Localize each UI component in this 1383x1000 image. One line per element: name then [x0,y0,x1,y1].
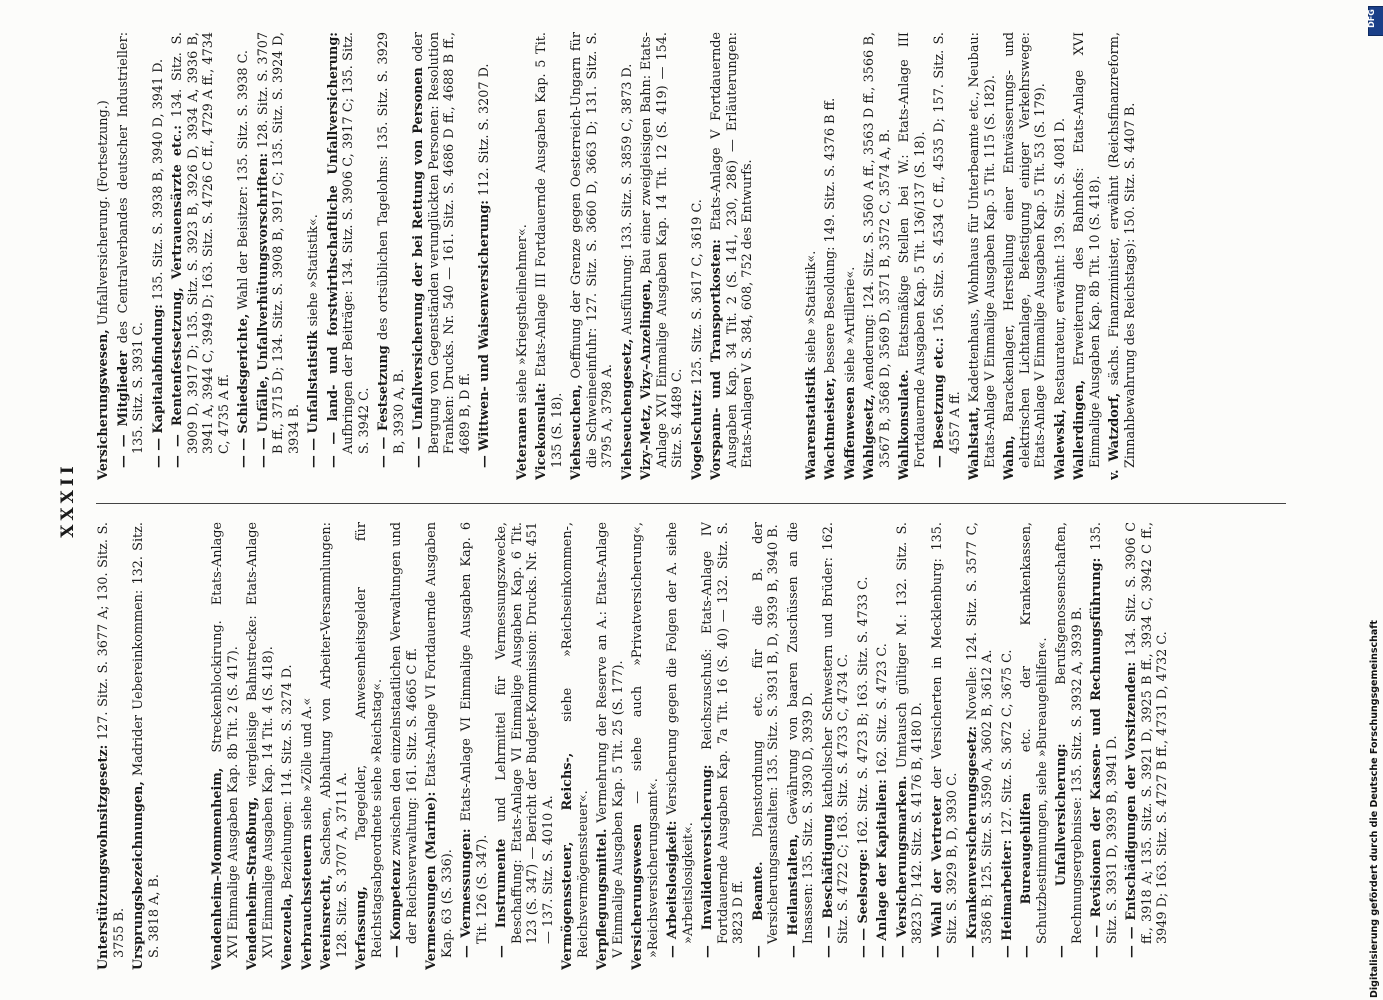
index-entry [280,522,296,970]
entry-references: 125. Sitz. S. 3617 C, 3619 C. [689,199,705,390]
entry-term: Ursprungsbezeichnungen, [131,781,146,970]
index-entry [843,32,859,480]
entry-references: Dienstordnung etc. für die B. der Versicherungsanstalten: 135. Sitz. S. 3931 B, D, 3939 B, 3940 B. [750,522,781,944]
entry-term: — Beamte. [750,861,766,958]
entry-term: Venezuela, [280,893,295,970]
entry-term: v. Watzdorf, [1107,392,1122,480]
entry-references: 135. Sitz. S. 3931 D, 3939 B, 3941 D. [1089,522,1120,944]
entry-term: — Bureaugehilfen [1019,792,1034,958]
entry-references: Madrider Uebereinkommen: 132. Sitz. S. 3818 A, B. [131,522,162,958]
entry-term: — — Unfallstatistik [306,330,321,468]
entry-term: — Wittwen- und Waisenversicherung: [477,199,492,468]
index-entry [569,32,616,480]
index-entry [96,32,112,480]
entry-term: — Kompetenz [389,859,404,958]
entry-term: — — Beschäftigung [820,814,836,958]
index-entry [620,32,636,480]
entry-term: Wahlkonsulate. [897,369,912,480]
index-entry [170,32,232,480]
entry-term: Vereinsrecht, [319,874,334,970]
entry-references: 112. Sitz. S. 3207 D. [477,63,492,200]
entry-term: Verfassung, [354,886,369,970]
entry-references: Aufbringen der Beiträge: 134. Sitz. S. 3906 C, 3917 C; 135. Sitz. S. 3942 C. [341,32,372,454]
entry-term: Vicekonsulat: [534,382,549,480]
entry-references: viergleisige Bahnstrecke: Etats-Anlage XVI Einmalige Ausgaben Kap. 14 Tit. 4 (S. 418). [245,522,276,958]
entry-references: Gewährung von baaren Zuschüssen an die Insassen: 135. Sitz. S. 3930 D, 3939 D. [785,522,816,944]
entry-references: — siehe auch »Privatversicherung«, »Reichsversicherungsamt«. [630,522,661,958]
entry-term: — Invalidenversicherung: [700,764,715,958]
index-entry [895,522,926,970]
entry-term: Versicherungswesen, [96,329,111,480]
index-entry [690,32,706,480]
entry-term: — Versicherungsmarken. [894,775,910,958]
entry-references: 162. Sitz. S. 4723 B; 163. Sitz. S. 4733 C. [855,576,871,849]
index-entry [131,522,162,970]
digitization-credit: Digitalisierung gefördert durch die Deutsche Forschungsgemeinschaft [1369,620,1380,998]
dfg-logo-text: DFG [1366,9,1376,28]
index-entry [1002,32,1049,480]
entry-term: — Vermessungen: [459,828,474,958]
index-entry [326,32,373,480]
entry-references: Umtausch gültiger M.: 132. Sitz. S. 3823 D; 142. Sitz. S. 4176 B, 4180 D. [894,522,925,944]
index-entry [967,32,998,480]
index-entry [821,522,852,970]
entry-references: Beziehungen: 114. Sitz. S. 3274 D. [280,664,295,894]
index-entry [1053,32,1069,480]
index-entry [665,522,696,970]
entry-term: — — Entschädigungen der Vorsitzenden: [1124,661,1139,958]
index-entry [1107,32,1138,480]
entry-references: siehe »Reichseinkommen-, Reichsvermögenssteuer«. [560,522,591,958]
entry-term: — Instrumente [494,838,509,958]
entry-references: 156. Sitz. S. 4534 C ff., 4535 D; 157. Sitz. S. 4557 A ff. [932,32,963,454]
index-entry [639,32,686,480]
index-column-right [96,32,1286,480]
index-entry [494,522,556,970]
index-entry [376,32,407,480]
entry-references: Etats-Anlage V Fortdauernde Ausgaben Kap. 34 Tit. 2 (S. 141, 230, 286) — Erläuterungen: Etats-Anlagen V S. 384, 608, 752 des Entwurfs. [709,32,755,468]
entry-term: Vogelschutz: [689,389,705,480]
entry-term: Waarenstatistik [803,366,819,480]
entry-term: Vorspann- und Transportkosten: [709,239,724,480]
entry-references: Wahl der Beisitzer: 135. Sitz. S. 3938 C. [236,50,251,314]
index-entry [96,522,127,970]
index-entry [411,32,473,480]
entry-term: — — Seelsorge: [855,848,871,958]
entry-references: Aenderung: 124. Sitz. S. 3560 A ff., 3563 D ff., 3566 B, 3567 B, 3568 D, 3569 D, 3571 B, 3572 C, 3574 A, B. [862,32,893,468]
index-entry [300,522,316,970]
entry-term: — Wahl der Vertreter [929,796,945,958]
entry-references: Etats-Anlage III Fortdauernde Ausgaben Kap. 5 Tit. 135 (S. 18). [534,32,565,468]
index-entry [1124,522,1171,970]
entry-term: — — Revisionen der Kassen- und Rechnungsführung: [1089,557,1104,958]
entry-term: — — Unfallversicherung der bei Rettung von Personen [411,67,426,468]
index-entry [965,522,996,970]
entry-term: Verbrauchssteuern [299,834,315,970]
entry-references: Vermehrung der Reserve an A.: Etats-Anlage V Einmalige Ausgaben Kap. 5 Tit. 25 (S. 177). [595,522,626,958]
entry-term: — Heimarbeiter: [999,839,1015,958]
entry-references: siehe »Statistik«. [306,214,321,331]
entry-term: — — Schiedsgerichte, [236,313,251,468]
entry-term: Unterstützungswohnsitzgesetz: [96,744,111,970]
entry-term: Vendenheim–Mommenheim, [210,767,225,970]
entry-references: bessere Besoldung: 149. Sitz. S. 4376 B ff. [823,97,838,378]
entry-references: katholischer Schwestern und Brüder: 162. Sitz. S. 4722 C; 163. Sitz. S. 4733 C, 4734 C. [820,522,851,944]
index-entry [700,522,747,970]
entry-references: Oeffnung der Grenze gegen Oesterreich-Ungarn für die Schweineeinfuhr: 127. Sitz. S. 3660 D, 3663 D; 131. Sitz. S. 3795 A, 3798 A. [569,32,615,468]
index-entry [424,522,455,970]
entry-term: — Heilanstalten, [785,833,801,958]
entry-term: Veteranen [514,407,530,480]
dfg-logo [1368,6,1383,36]
index-entry [306,32,322,480]
entry-term: Vermessungen (Marine): [424,791,439,970]
entry-term: Vermögenssteuer, Reichs-, [560,752,575,970]
index-entry [804,32,820,480]
index-entry [477,32,493,480]
entry-references: Etats-Anlage VI Fortdauernde Ausgaben Kap. 63 (S. 336). [424,522,455,958]
entry-term: — — Mitglieder [115,350,131,468]
index-entry [1089,522,1120,970]
entry-term: — — Unfälle, Unfallverhütungsvorschriften: [255,152,271,468]
entry-term: Viehseuchengesetz, [619,338,635,480]
entry-references: Unfallversicherung. (Fortsetzung.) [96,100,111,330]
entry-references: Kadettenhaus, Wohnhaus für Unterbeamte etc., Neubau: Etats-Anlage V Einmalige Ausgaben Kap. 5 Tit. 115 (S. 182). [967,32,998,468]
entry-references: 127. Sitz. S. 3677 A; 130. Sitz. S. 3755 B. [96,522,127,958]
index-entry [560,522,591,970]
entry-references: 162. Sitz. S. 4723 C. [875,643,890,780]
entry-references: der Versicherten in Mecklenburg: 135. Sitz. S. 3929 B, D, 3930 C. [929,522,960,944]
entry-references: Streckenblockirung. Etats-Anlage XVI Einmalige Ausgaben Kap. 8b Tit. 2 (S. 417). [210,522,241,958]
index-entry [630,522,661,970]
index-entry [534,32,565,480]
entry-term: Verpflegungsmittel. [595,828,610,970]
entry-references: Bau einer zweigleisigen Bahn: Etats-Anlage XVI Einmalige Ausgaben Kap. 14 Tit. 12 (S. 419) — 154. Sitz. S. 4489 C. [639,32,685,468]
index-entry [1019,522,1050,970]
entry-references: 135. Sitz. S. 3938 B, 3940 D, 3941 D. [150,58,166,305]
index-entry [1072,32,1103,480]
entry-term: — — Festsetzung [376,345,391,468]
entry-references: und Lehrmittel für Vermessungszwecke, Beschaffung: Etats-Anlage VI Einmalige Ausgaben Kap. 6 Tit. 123 (S. 347) — Bericht der Budget-Kommission: Drucks. Nr. 451 — 137. Sitz. S. 4010 A. [494,522,556,944]
index-entry [515,32,531,480]
entry-references: Erweiterung des Bahnhofs: Etats-Anlage XVI Einmalige Ausgaben Kap. 8b Tit. 10 (S. 418). [1072,32,1103,468]
entry-references: Ausführung: 133. Sitz. S. 3859 C, 3873 D. [619,63,635,339]
index-entry [932,32,963,480]
entry-references: Etatsmäßige Stellen bei W.: Etats-Anlage III Fortdauernde Ausgaben Kap. 5 Tit. 136/137 (S. 18). [897,32,928,468]
entry-references: Reichszuschuß: Etats-Anlage IV Fortdauernde Ausgaben Kap. 7a Tit. 16 (S. 40) — 132. Sitz. S. 3823 D ff. [700,522,746,944]
entry-references: 127. Sitz. S. 3672 C, 3675 C. [999,649,1015,840]
entry-term: — Krankenversicherungsgesetz: [964,725,980,958]
entry-references: siehe »Statistik«. [803,250,819,367]
index-entry [151,32,167,480]
entry-references: Novelle: 124. Sitz. S. 3577 C, 3586 B; 125. Sitz. S. 3590 A, 3602 B, 3612 A. [964,522,995,944]
entry-term: Versicherungswesen [630,823,645,970]
entry-term: Vendenheim–Straßburg, [245,796,260,970]
entry-references: oder Bergung von Gegenständen verunglückten Personen: Resolution Franken: Drucks. Nr. 540 — 161. Sitz. S. 4686 D ff., 4688 B ff., 4689 B, D ff. [411,32,473,454]
entry-term: Wahlgesetz, [862,394,877,480]
index-entry [897,32,928,480]
entry-references: Tagegelder, Anwesenheitsgelder für Reichstagsabgeordnete siehe »Reichstag«. [354,522,385,958]
entry-term: — Unfallversicherung: [1054,743,1069,958]
entry-term: Viehseuchen, [569,384,584,480]
entry-term: Waffenwesen [842,386,858,480]
entry-references: siehe »Zölle und A.« [299,697,315,835]
entry-term: — — land- und forstwirthschaftliche Unfallversicherung: [325,32,341,468]
entry-references: des Centralverbandes deutscher Industrieller: 135. Sitz. S. 3931 C. [115,32,146,454]
index-entry [389,522,420,970]
entry-term: Wahn, [1002,435,1017,480]
index-entry [236,32,252,480]
entry-references: Restaurateur, erwähnt: 139. Sitz. S. 4081 D. [1052,117,1068,410]
index-entry [786,522,817,970]
index-entry [245,522,276,970]
index-entry [459,522,490,970]
entry-references: siehe »Kriegstheilnehmer«. [514,224,530,408]
index-entry [751,522,782,970]
index-entry [1000,522,1016,970]
entry-term: Wahlstatt, [967,406,982,480]
index-entry [862,32,893,480]
index-entry [875,522,891,970]
entry-references: etc. der Krankenkassen, Schutzbestimmungen, siehe »Bureaugehilfen«. [1019,522,1050,944]
entry-references: Berufsgenossenschaften, Rechnungsergebnisse: 135. Sitz. S. 3932 A, 3939 B. [1054,522,1085,944]
entry-term: — Besetzung etc.: [932,337,947,468]
entry-term: Vizy–Metz, Vizy–Anzelingen, [639,278,654,480]
entry-references: 134. Sitz. S. 3906 C ff., 3918 A; 135. Sitz. S. 3921 D, 3925 B ff., 3934 C, 3942 C ff., 3949 D; 163. Sitz. S. 4727 B ff., 4731 D, 4732 C. [1124,522,1170,944]
entry-references: siehe »Artillerie«. [842,266,858,387]
index-column-left [96,522,1286,970]
entry-references: zwischen den einzelnstaatlichen Verwaltungen und der Reichsverwaltung: 161. Sitz. S. 4665 C ff. [389,522,420,944]
entry-references: Sachsen, Abhaltung von Arbeiter-Versammlungen: 128. Sitz. S. 3707 A, 3711 A. [319,522,350,958]
entry-term: Wallerdingen, [1072,379,1087,480]
index-entry [354,522,385,970]
index-entry [709,32,756,480]
index-entry [856,522,872,970]
index-entry [256,32,303,480]
index-entry [595,522,626,970]
entry-term: — Arbeitslosigkeit: [665,820,680,958]
index-entry [116,32,147,480]
index-entry [823,32,839,480]
column-divider [96,503,1286,504]
index-entry [1054,522,1085,970]
entry-term: — Anlage der Kapitalien: [875,779,890,958]
index-entry [930,522,961,970]
entry-references: des ortsüblichen Tagelohns: 135. Sitz. S. 3929 B, 3930 A, B. [376,32,407,454]
entry-references: sächs. Finanzminister, erwähnt (Reichsfinanzreform, Zinnahbewahrung des Reichstags): 150. Sitz. S. 4407 B. [1107,32,1138,468]
entry-term: Wachtmeister, [823,377,838,480]
entry-references: Versicherung gegen die Folgen der A. siehe »Arbeitslosigkeit«. [665,522,696,944]
entry-references: Barackenlager, Herstellung einer Entwässerungs- und elektrischen Lichtanlage, Befestigung einiger Verkehrswege: Etats-Anlage V Einmalige Ausgaben Kap. 5 Tit. 53 (S. 179). [1002,32,1048,468]
index-entry [210,522,241,970]
entry-references: 134. Sitz. S. 3909 D, 3917 D; 135. Sitz. S. 3923 B, 3926 D, 3934 A, 3936 B, 3941 A, 3944 C, 3949 D; 163. Sitz. S. 4726 C ff., 4729 A ff., 4734 C, 4735 A ff. [170,32,232,454]
index-entry [319,522,350,970]
entry-term: Walewski, [1052,409,1068,480]
page-number: XXXII [58,462,78,538]
entry-references: 128. Sitz. S. 3707 B ff., 3715 D; 134. Sitz. S. 3908 B, 3917 C; 135. Sitz. S. 3924 D, 3934 B. [255,32,302,454]
entry-term: — — Rentenfestsetzung, Vertrauensärzte etc.: [170,125,185,468]
entry-term: — — Kapitalabfindung: [150,304,166,468]
entry-references: Etats-Anlage VI Einmalige Ausgaben Kap. 6 Tit. 126 (S. 347). [459,522,490,944]
